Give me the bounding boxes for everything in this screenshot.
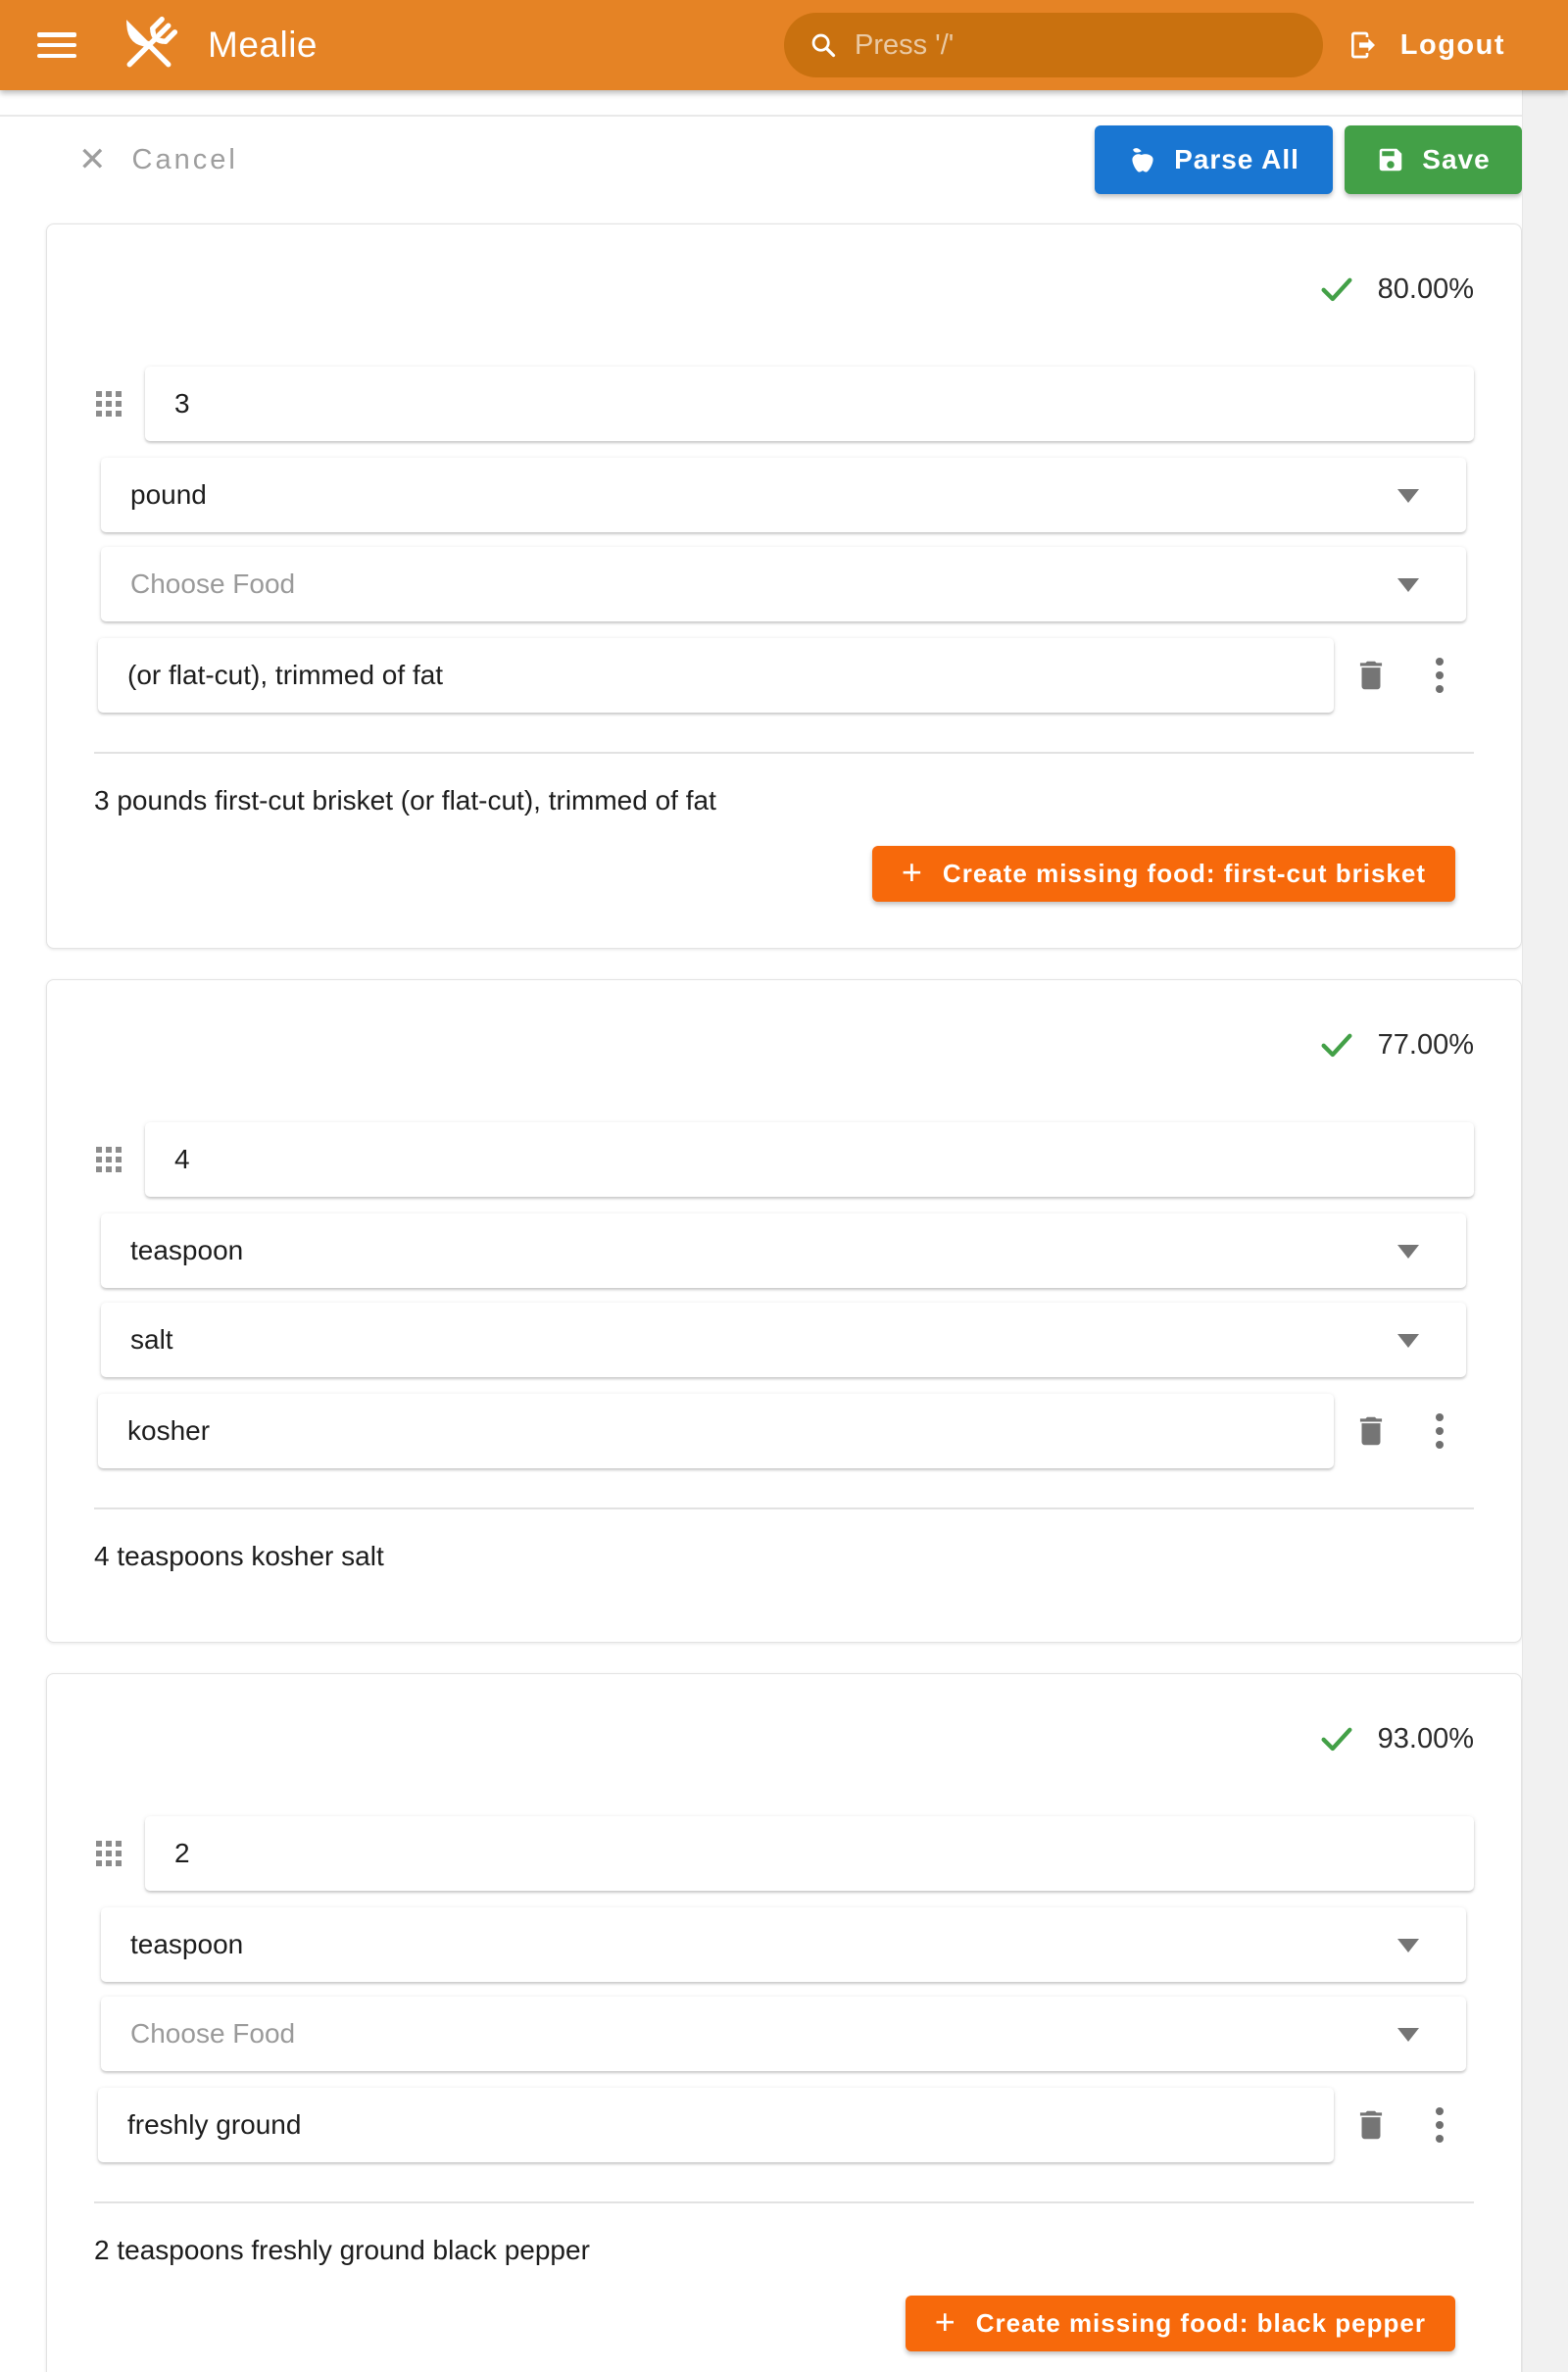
- note-input[interactable]: [98, 1415, 1334, 1447]
- food-select[interactable]: [101, 1997, 1466, 2071]
- trash-icon: [1352, 2106, 1390, 2144]
- app-bar: [0, 0, 1568, 90]
- unit-select[interactable]: [101, 1213, 1466, 1288]
- quantity-row: [47, 1122, 1521, 1197]
- quantity-input[interactable]: [145, 1838, 1474, 1869]
- ingredient-card: [46, 223, 1522, 949]
- cancel-label: Cancel: [131, 143, 238, 175]
- create-missing-food-button[interactable]: [906, 2296, 1455, 2351]
- save-icon: [1376, 145, 1405, 174]
- original-ingredient-text: 2 teaspoons freshly ground black pepper: [94, 2235, 590, 2265]
- app-title: Mealie: [208, 25, 318, 65]
- note-row: [98, 2088, 1521, 2162]
- unit-select[interactable]: [101, 1907, 1466, 1982]
- unit-value: teaspoon: [130, 1235, 244, 1265]
- quantity-input[interactable]: [145, 1144, 1474, 1175]
- note-field: [98, 2088, 1334, 2162]
- divider: [94, 2201, 1474, 2203]
- note-field: [98, 1394, 1334, 1468]
- quantity-field: [145, 367, 1474, 441]
- quantity-field: [145, 1816, 1474, 1891]
- parse-all-button[interactable]: [1095, 125, 1333, 194]
- original-ingredient-text: 3 pounds first-cut brisket (or flat-cut), trimmed of fat: [94, 785, 716, 815]
- logout-button[interactable]: [1348, 0, 1505, 90]
- more-options-button[interactable]: [1416, 652, 1463, 699]
- create-row: [47, 846, 1455, 902]
- quantity-row: [47, 1816, 1521, 1891]
- chevron-down-icon: [1397, 2028, 1419, 2042]
- divider: [0, 115, 1522, 117]
- note-row: [98, 638, 1521, 713]
- food-placeholder: Choose Food: [130, 568, 296, 599]
- more-options-button[interactable]: [1416, 2101, 1463, 2149]
- save-label: Save: [1422, 144, 1491, 174]
- delete-ingredient-button[interactable]: [1348, 1408, 1395, 1455]
- save-button[interactable]: [1345, 125, 1522, 194]
- note-row: [98, 1394, 1521, 1468]
- drag-handle-icon[interactable]: [96, 1841, 122, 1866]
- create-row: [47, 2296, 1455, 2351]
- drag-handle-icon[interactable]: [96, 391, 122, 417]
- delete-ingredient-button[interactable]: [1348, 2101, 1395, 2149]
- note-field: [98, 638, 1334, 713]
- chevron-down-icon: [1397, 1939, 1419, 1952]
- note-input[interactable]: [98, 2109, 1334, 2141]
- original-ingredient-text: 4 teaspoons kosher salt: [94, 1541, 384, 1571]
- food-value: salt: [130, 1324, 173, 1355]
- more-options-button[interactable]: [1416, 1408, 1463, 1455]
- confidence-row: [47, 224, 1521, 310]
- divider: [94, 752, 1474, 754]
- quantity-input[interactable]: [145, 388, 1474, 420]
- parser-toolbar: [0, 90, 1522, 219]
- create-missing-food-label: Create missing food: black pepper: [975, 2308, 1426, 2338]
- trash-icon: [1352, 1412, 1390, 1450]
- confidence-value: 77.00%: [1377, 1028, 1474, 1061]
- confidence-value: 80.00%: [1377, 272, 1474, 305]
- unit-value: pound: [130, 479, 207, 510]
- chevron-down-icon: [1397, 1245, 1419, 1259]
- plus-icon: +: [901, 852, 923, 892]
- drag-handle-icon[interactable]: [96, 1147, 122, 1172]
- unit-select[interactable]: [101, 458, 1466, 532]
- close-icon: ✕: [78, 141, 107, 178]
- logout-icon: [1348, 29, 1379, 61]
- ingredient-card: [46, 1673, 1522, 2372]
- food-select[interactable]: [101, 1303, 1466, 1377]
- mealie-logo-icon: [118, 14, 180, 76]
- cancel-button[interactable]: [78, 137, 238, 182]
- ingredient-parser-list: [0, 219, 1568, 2372]
- confidence-value: 93.00%: [1377, 1722, 1474, 1754]
- chevron-down-icon: [1397, 489, 1419, 503]
- confidence-row: [47, 980, 1521, 1065]
- check-icon: [1317, 270, 1356, 309]
- scrollbar-track[interactable]: [1522, 90, 1568, 2372]
- search-input[interactable]: [855, 29, 1298, 62]
- check-icon: [1317, 1025, 1356, 1064]
- chevron-down-icon: [1397, 578, 1419, 592]
- confidence-row: [47, 1674, 1521, 1759]
- apple-icon: [1128, 145, 1157, 174]
- chevron-down-icon: [1397, 1334, 1419, 1348]
- food-select[interactable]: [101, 547, 1466, 621]
- quantity-row: [47, 367, 1521, 441]
- check-icon: [1317, 1719, 1356, 1758]
- search-icon: [809, 31, 837, 59]
- trash-icon: [1352, 657, 1390, 694]
- quantity-field: [145, 1122, 1474, 1197]
- create-missing-food-label: Create missing food: first-cut brisket: [942, 859, 1426, 888]
- unit-value: teaspoon: [130, 1929, 244, 1959]
- search-box[interactable]: [784, 13, 1323, 77]
- delete-ingredient-button[interactable]: [1348, 652, 1395, 699]
- create-missing-food-button[interactable]: [872, 846, 1455, 902]
- logout-label: Logout: [1399, 28, 1505, 61]
- parse-all-label: Parse All: [1174, 144, 1299, 174]
- note-input[interactable]: [98, 660, 1334, 691]
- menu-icon[interactable]: [37, 32, 76, 58]
- food-placeholder: Choose Food: [130, 2018, 296, 2049]
- divider: [94, 1507, 1474, 1509]
- plus-icon: +: [934, 2301, 956, 2342]
- ingredient-card: [46, 979, 1522, 1643]
